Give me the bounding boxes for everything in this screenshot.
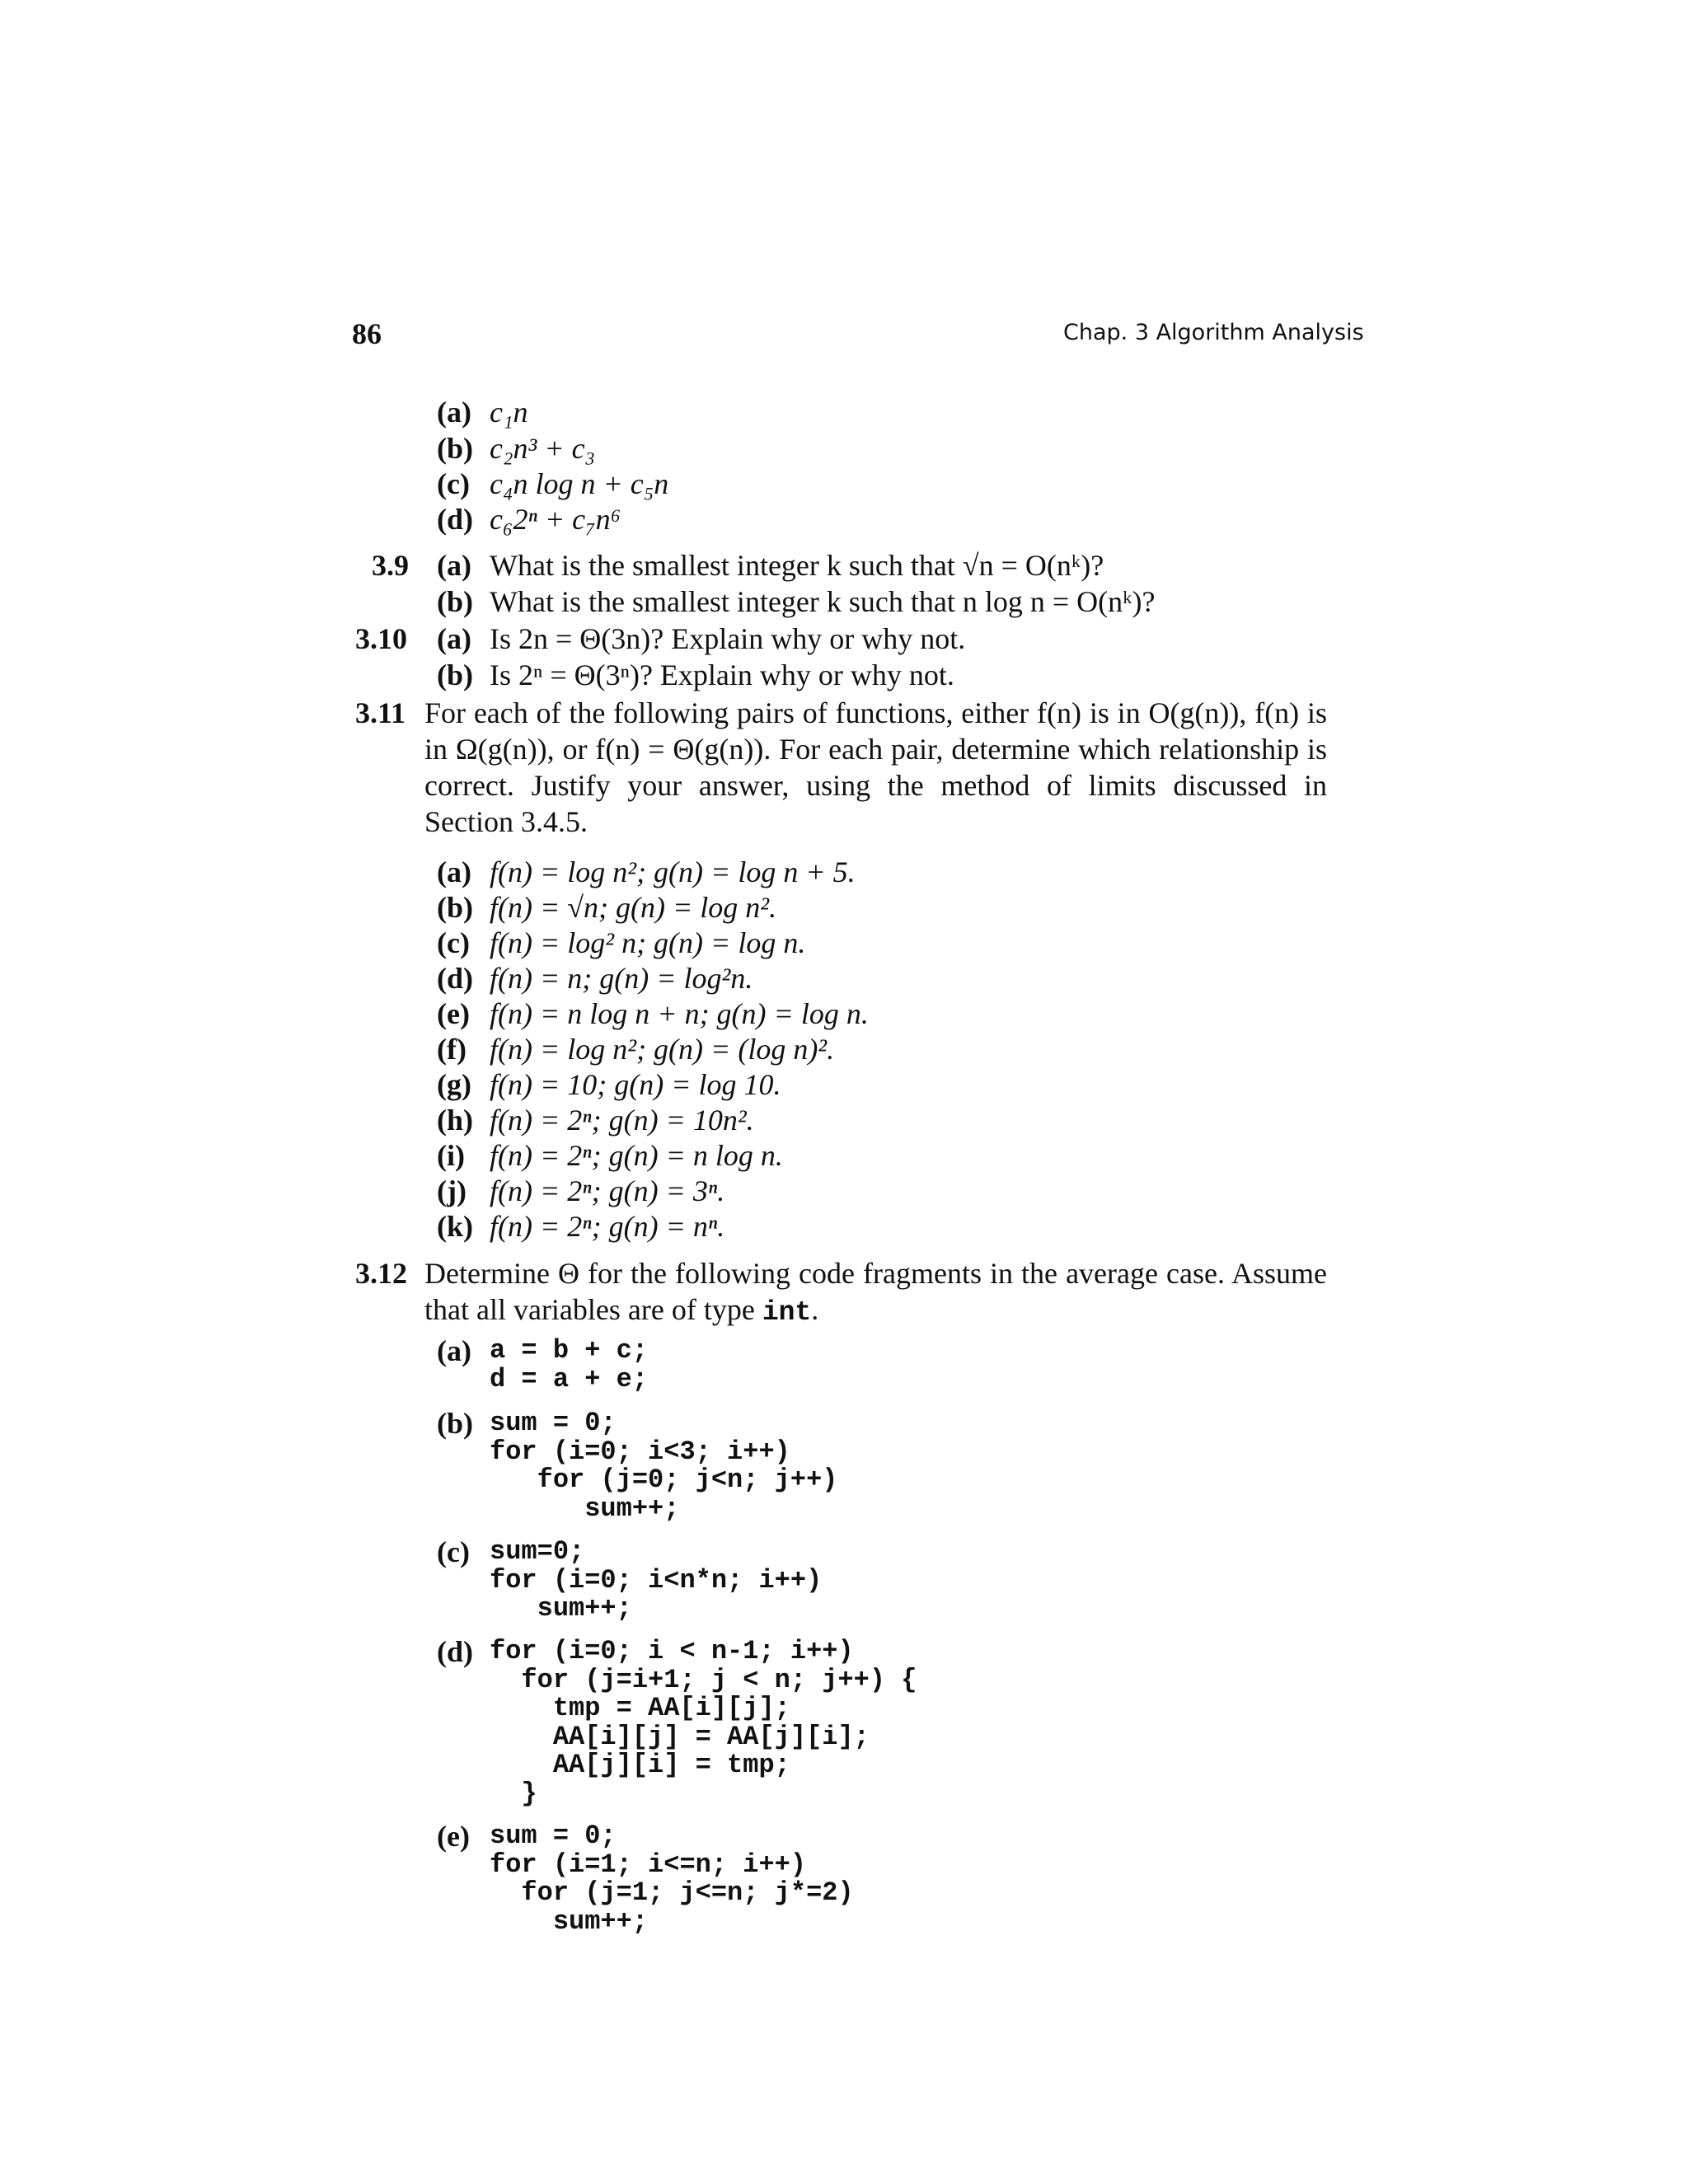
exercise-intro: Determine Θ for the following code fragments in the average case. Assume that all variables are of type int.	[424, 1257, 1327, 1328]
list-item: (b) f(n) = √n; g(n) = log n².	[437, 891, 777, 924]
list-item: (d) c₆2ⁿ + c₇n⁶	[437, 503, 621, 536]
list-item: (a) f(n) = log n²; g(n) = log n + 5.	[437, 855, 856, 888]
list-item: (j) f(n) = 2ⁿ; g(n) = 3ⁿ.	[437, 1174, 725, 1207]
code-block: sum = 0; for (i=1; i<=n; i++) for (j=1; j<=n; j*=2) sum++;	[490, 1821, 854, 1937]
code-fragment: (e) sum = 0; for (i=1; i<=n; i++) for (j=1; j<=n; j*=2) sum++;	[437, 1820, 854, 1937]
page-number: 86	[352, 317, 382, 350]
code-block: sum=0; for (i=0; i<n*n; i++) sum++;	[490, 1536, 823, 1624]
list-item: (a) What is the smallest integer k such that √n = O(nᵏ)?	[437, 549, 1104, 582]
list-item: (c) c₄n log n + c₅n	[437, 467, 669, 500]
code-fragment: (a) a = b + c; d = a + e;	[437, 1334, 649, 1394]
list-item: (e) f(n) = n log n + n; g(n) = log n.	[437, 997, 869, 1030]
list-item: (a) Is 2n = Θ(3n)? Explain why or why not.	[437, 622, 966, 655]
running-head: Chap. 3 Algorithm Analysis	[1063, 320, 1364, 345]
list-item: (c) f(n) = log² n; g(n) = log n.	[437, 926, 806, 959]
code-block: sum = 0; for (i=0; i<3; i++) for (j=0; j<n; j++) sum++;	[490, 1408, 838, 1524]
code-fragment: (b) sum = 0; for (i=0; i<3; i++) for (j=0; j<n; j++) sum++;	[437, 1407, 838, 1524]
exercise-number: 3.11	[355, 696, 406, 729]
list-item: (a) c₁n	[437, 396, 528, 429]
list-item: (g) f(n) = 10; g(n) = log 10.	[437, 1068, 781, 1101]
list-item: (b) c₂n³ + c₃	[437, 432, 596, 465]
list-item: (f) f(n) = log n²; g(n) = (log n)².	[437, 1033, 835, 1066]
code-block: for (i=0; i < n-1; i++) for (j=i+1; j < n; j++) { tmp = AA[i][j]; AA[i][j] = AA[j][i]; AA[j][i] = tmp; }	[490, 1636, 917, 1809]
list-item: (b) What is the smallest integer k such that n log n = O(nᵏ)?	[437, 585, 1156, 618]
code-fragment: (d) for (i=0; i < n-1; i++) for (j=i+1; j < n; j++) { tmp = AA[i][j]; AA[i][j] = AA[j][i]; AA[j][i] = tmp; }	[437, 1635, 917, 1809]
code-fragment: (c) sum=0; for (i=0; i<n*n; i++) sum++;	[437, 1535, 823, 1624]
code-block: a = b + c; d = a + e;	[490, 1335, 649, 1394]
exercise-number: 3.10	[355, 622, 407, 655]
list-item: (b) Is 2ⁿ = Θ(3ⁿ)? Explain why or why not.	[437, 658, 954, 691]
exercise-intro: For each of the following pairs of functions, either f(n) is in O(g(n)), f(n) is in Ω(g(n)), or f(n) = Θ(g(n)). For each pair, determine which relationship is correct. Justify your answer, using the method of limits discussed in Section 3.4.5.	[424, 696, 1327, 838]
list-item: (k) f(n) = 2ⁿ; g(n) = nⁿ.	[437, 1210, 725, 1243]
list-item: (h) f(n) = 2ⁿ; g(n) = 10n².	[437, 1104, 754, 1137]
list-item: (i) f(n) = 2ⁿ; g(n) = n log n.	[437, 1139, 783, 1172]
inline-code: int	[762, 1297, 812, 1328]
exercise-number: 3.12	[355, 1257, 407, 1290]
exercise-number: 3.9	[372, 549, 409, 582]
list-item: (d) f(n) = n; g(n) = log²n.	[437, 962, 753, 995]
